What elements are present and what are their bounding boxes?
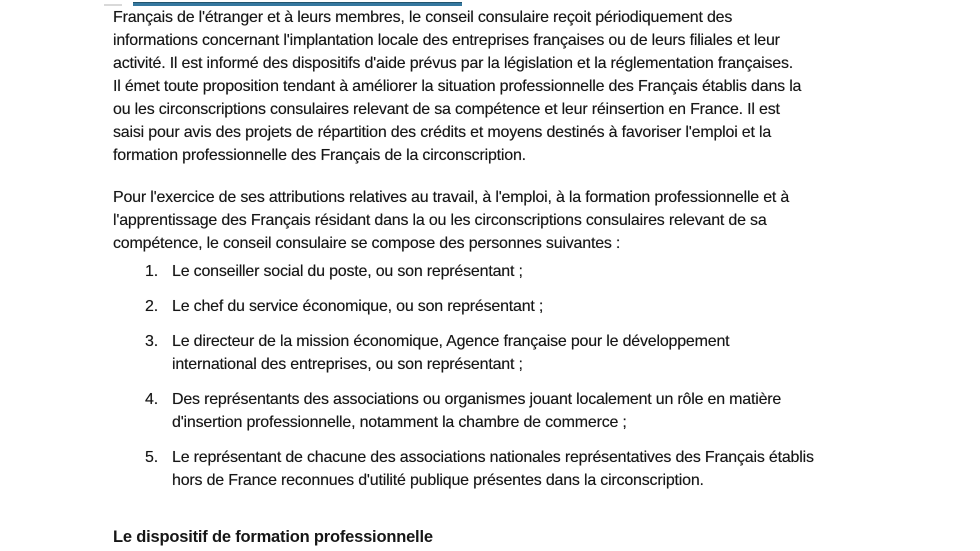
list-item-text <box>172 295 543 318</box>
list-item-line: Le conseiller social du poste, ou son représentant ; <box>172 263 523 280</box>
list-item-text <box>172 446 814 492</box>
list-item <box>145 330 814 376</box>
paragraph-conseil-consulaire <box>113 6 801 167</box>
list-item-number: 1. <box>145 263 158 280</box>
list-item-text <box>172 330 729 376</box>
paragraph-line: l'apprentissage des Français résidant dans la ou les circonscriptions consulaires relevant de sa <box>113 212 767 229</box>
paragraph-line: Français de l'étranger et à leurs membres, le conseil consulaire reçoit périodiquement des <box>113 9 733 26</box>
paragraph-line: informations concernant l'implantation locale des entreprises françaises ou de leurs filiales et leur <box>113 32 780 49</box>
list-item-number: 5. <box>145 449 158 466</box>
list-item-line: Le chef du service économique, ou son représentant ; <box>172 298 544 315</box>
list-item <box>145 295 814 318</box>
paragraph-composition-conseil <box>113 186 789 255</box>
members-numbered-list <box>145 260 814 504</box>
list-item <box>145 446 814 492</box>
list-item-number: 4. <box>145 391 158 408</box>
paragraph-line: saisi pour avis des projets de répartition des crédits et moyens destinés à favoriser l'emploi et la <box>113 124 772 141</box>
paragraph-line: Il émet toute proposition tendant à améliorer la situation professionnelle des Français établis dans la <box>113 78 802 95</box>
paragraph-line: activité. Il est informé des dispositifs d'aide prévus par la législation et la réglementation françaises. <box>113 55 793 72</box>
list-item-line: hors de France reconnues d'utilité publique présentes dans la circonscription. <box>172 472 704 489</box>
list-item-line: d'insertion professionnelle, notamment la chambre de commerce ; <box>172 414 627 431</box>
list-item <box>145 260 814 283</box>
paragraph-line: Pour l'exercice de ses attributions relatives au travail, à l'emploi, à la formation professionnelle et à <box>113 189 790 206</box>
paragraph-line: formation professionnelle des Français de la circonscription. <box>113 147 526 164</box>
paragraph-line: ou les circonscriptions consulaires relevant de sa compétence et leur réinsertion en France. Il est <box>113 101 780 118</box>
list-item-line: international des entreprises, ou son représentant ; <box>172 356 523 373</box>
list-item-text <box>172 388 781 434</box>
list-item-line: Des représentants des associations ou organismes jouant localement un rôle en matière <box>172 391 782 408</box>
list-item-text <box>172 260 523 283</box>
list-item-number: 3. <box>145 333 158 350</box>
paragraph-line: compétence, le conseil consulaire se compose des personnes suivantes : <box>113 235 621 252</box>
list-item-number: 2. <box>145 298 158 315</box>
list-item-line: Le directeur de la mission économique, Agence française pour le développement <box>172 333 730 350</box>
section-heading: Le dispositif de formation professionnelle <box>113 528 433 546</box>
list-item-line: Le représentant de chacune des associations nationales représentatives des Français établis <box>172 449 814 466</box>
list-item <box>145 388 814 434</box>
